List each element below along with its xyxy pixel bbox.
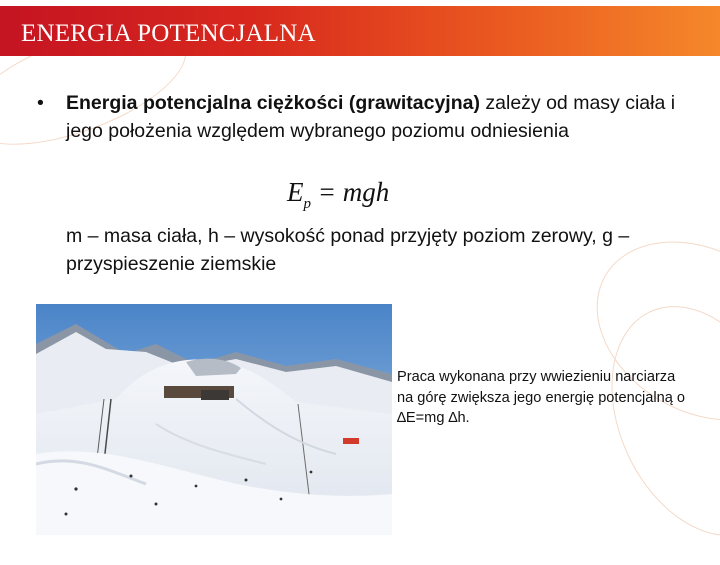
formula-lhs: E: [287, 177, 304, 207]
bullet-item: [37, 90, 677, 145]
variables-legend: m – masa ciała, h – wysokość ponad przyjęty poziom zerowy, g – przyspieszenie ziemskie: [66, 225, 630, 275]
photo-caption: Praca wykonana przy wwiezieniu narciarza na górę zwiększa jego energię potencjalną o ∆E=mg ∆h.: [397, 369, 686, 426]
bullet-rest-text: zależy od masy ciała i jego położenia względem wybranego poziomu odniesienia: [66, 92, 676, 142]
bullet-marker: •: [37, 92, 44, 114]
ski-mountain-photo: [36, 304, 392, 535]
bullet-bold-text: Energia potencjalna ciężkości (grawitacyjna): [66, 92, 480, 114]
formula-rhs: = mgh: [311, 177, 390, 207]
bullet-text: [66, 90, 677, 145]
energy-formula: [287, 177, 389, 213]
title-bar: [0, 6, 720, 56]
formula-subscript: p: [303, 196, 311, 212]
slide-title: ENERGIA POTENCJALNA: [21, 20, 316, 47]
